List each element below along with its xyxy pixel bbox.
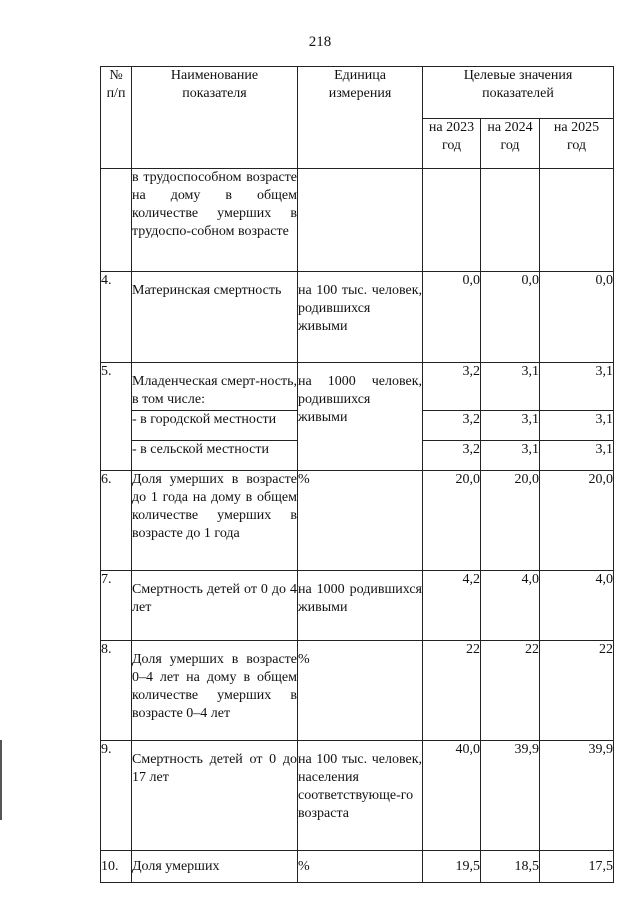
table-row <box>101 571 614 641</box>
row-value-2025: 3,1 <box>540 411 614 441</box>
row-name: Доля умерших <box>132 851 298 883</box>
header-num: № п/п <box>101 67 132 169</box>
row-name: Доля умерших в возрасте до 1 года на дому в общем количестве умерших в возрасте до 1 года <box>132 471 298 571</box>
header-name: Наименование показателя <box>132 67 298 169</box>
row-unit: на 1000 человек, родившихся живыми <box>298 363 423 471</box>
row-num: 10. <box>101 851 132 883</box>
row-num: 8. <box>101 641 132 741</box>
header-unit: Единица измерения <box>298 67 423 169</box>
row-value-2024: 3,1 <box>481 363 540 411</box>
row-value-2025: 39,9 <box>540 741 614 851</box>
row-num: 5. <box>101 363 132 471</box>
row-value-2023: 22 <box>423 641 481 741</box>
row-value-2024: 3,1 <box>481 411 540 441</box>
row-value-2025: 3,1 <box>540 441 614 471</box>
row-value-2024: 18,5 <box>481 851 540 883</box>
row-num: 6. <box>101 471 132 571</box>
header-year-2025: на 2025 год <box>540 119 614 169</box>
indicators-table <box>100 66 614 883</box>
row-value-2023: 0,0 <box>423 272 481 363</box>
row-name: - в сельской местности <box>132 441 298 471</box>
table-row <box>101 363 614 411</box>
scan-edge-mark <box>0 740 2 820</box>
row-value-2024: 0,0 <box>481 272 540 363</box>
row-value-2024: 20,0 <box>481 471 540 571</box>
row-value-2023 <box>423 169 481 272</box>
row-value-2023: 3,2 <box>423 411 481 441</box>
row-value-2025: 20,0 <box>540 471 614 571</box>
page-number: 218 <box>308 34 332 50</box>
row-unit: % <box>298 641 423 741</box>
row-num: 4. <box>101 272 132 363</box>
row-num: 7. <box>101 571 132 641</box>
row-name: Младенческая смерт-ность, в том числе: <box>132 363 298 411</box>
row-value-2024 <box>481 169 540 272</box>
row-name: Материнская смертность <box>132 272 298 363</box>
row-value-2023: 3,2 <box>423 441 481 471</box>
row-value-2024: 22 <box>481 641 540 741</box>
row-value-2023: 20,0 <box>423 471 481 571</box>
row-value-2025: 17,5 <box>540 851 614 883</box>
header-year-2024: на 2024 год <box>481 119 540 169</box>
row-unit: % <box>298 471 423 571</box>
table-row <box>101 169 614 272</box>
table-row <box>101 471 614 571</box>
row-unit <box>298 169 423 272</box>
row-unit: на 1000 родившихся живыми <box>298 571 423 641</box>
row-unit: на 100 тыс. человек, населения соответствующе-го возраста <box>298 741 423 851</box>
row-unit: на 100 тыс. человек, родившихся живыми <box>298 272 423 363</box>
row-value-2024: 39,9 <box>481 741 540 851</box>
row-unit: % <box>298 851 423 883</box>
table-row <box>101 641 614 741</box>
row-value-2023: 3,2 <box>423 363 481 411</box>
row-value-2025: 3,1 <box>540 363 614 411</box>
table-header-row <box>101 67 614 119</box>
row-value-2025: 4,0 <box>540 571 614 641</box>
row-value-2024: 4,0 <box>481 571 540 641</box>
row-name: - в городской местности <box>132 411 298 441</box>
row-value-2025 <box>540 169 614 272</box>
row-value-2025: 22 <box>540 641 614 741</box>
row-num <box>101 169 132 272</box>
table-row <box>101 851 614 883</box>
header-target: Целевые значения показателей <box>423 67 614 119</box>
row-name: Доля умерших в возрасте 0–4 лет на дому в общем количестве умерших в возрасте 0–4 лет <box>132 641 298 741</box>
header-year-2023: на 2023 год <box>423 119 481 169</box>
row-name: в трудоспособном возрасте на дому в общем количестве умерших в трудоспо-собном возрасте <box>132 169 298 272</box>
table-row <box>101 272 614 363</box>
row-value-2025: 0,0 <box>540 272 614 363</box>
row-num: 9. <box>101 741 132 851</box>
row-value-2023: 19,5 <box>423 851 481 883</box>
row-value-2023: 4,2 <box>423 571 481 641</box>
row-value-2023: 40,0 <box>423 741 481 851</box>
row-name: Смертность детей от 0 до 4 лет <box>132 571 298 641</box>
row-value-2024: 3,1 <box>481 441 540 471</box>
table-row <box>101 741 614 851</box>
row-name: Смертность детей от 0 до 17 лет <box>132 741 298 851</box>
